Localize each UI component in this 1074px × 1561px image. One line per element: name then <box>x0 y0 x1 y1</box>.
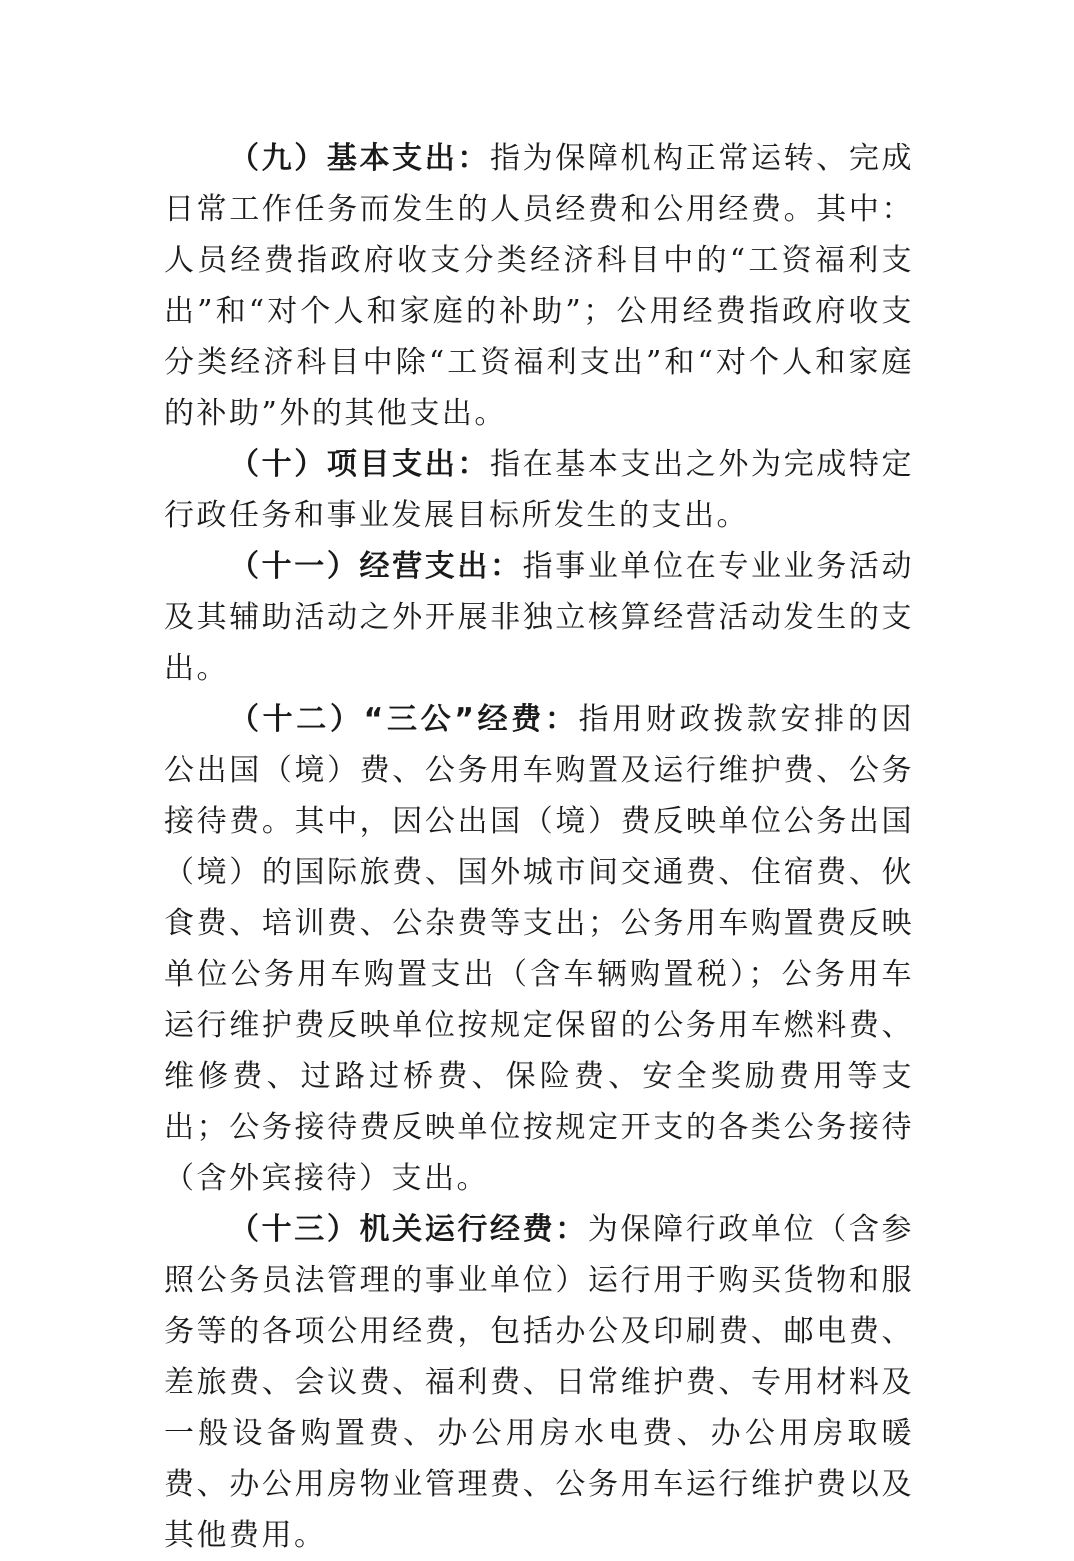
term-project-expenditure: （十）项目支出： <box>229 447 490 482</box>
definition-project-expenditure: 指在基本支出之外为完成特定行政任务和事业发展目标所发生的支出。 <box>164 447 914 533</box>
paragraph-basic-expenditure <box>164 133 914 439</box>
definition-agency-operating-funds: 为保障行政单位（含参照公务员法管理的事业单位）运行用于购买货物和服务等的各项公用经费，包括办公及印刷费、邮电费、差旅费、会议费、福利费、日常维护费、专用材料及一般设备购置费、办公用房水电费、办公用房取暖费、办公用房物业管理费、公务用车运行维护费以及其他费用。 <box>164 1212 914 1553</box>
definition-three-public-expenses: 指用财政拨款安排的因公出国（境）费、公务用车购置及运行维护费、公务接待费。其中，因公出国（境）费反映单位公务出国（境）的国际旅费、国外城市间交通费、住宿费、伙食费、培训费、公杂费等支出；公务用车购置费反映单位公务用车购置支出（含车辆购置税）；公务用车运行维护费反映单位按规定保留的公务用车燃料费、维修费、过路过桥费、保险费、安全奖励费用等支出；公务接待费反映单位按规定开支的各类公务接待（含外宾接待）支出。 <box>164 702 915 1196</box>
definition-operating-expenditure: 指事业单位在专业业务活动及其辅助活动之外开展非独立核算经营活动发生的支出。 <box>164 549 914 686</box>
term-three-public-expenses: （十二）“三公”经费： <box>229 702 579 737</box>
paragraph-project-expenditure <box>164 439 914 541</box>
term-basic-expenditure: （九）基本支出： <box>229 141 490 176</box>
term-agency-operating-funds: （十三）机关运行经费： <box>229 1212 588 1247</box>
paragraph-operating-expenditure <box>164 541 914 694</box>
paragraph-three-public-expenses <box>164 694 914 1204</box>
definition-basic-expenditure: 指为保障机构正常运转、完成日常工作任务而发生的人员经费和公用经费。其中：人员经费指政府收支分类经济科目中的“工资福利支出”和“对个人和家庭的补助”；公用经费指政府收支分类经济科目中除“工资福利支出”和“对个人和家庭的补助”外的其他支出。 <box>164 141 914 431</box>
document-body <box>164 133 914 1561</box>
term-operating-expenditure: （十一）经营支出： <box>229 549 523 584</box>
paragraph-agency-operating-funds <box>164 1204 914 1561</box>
